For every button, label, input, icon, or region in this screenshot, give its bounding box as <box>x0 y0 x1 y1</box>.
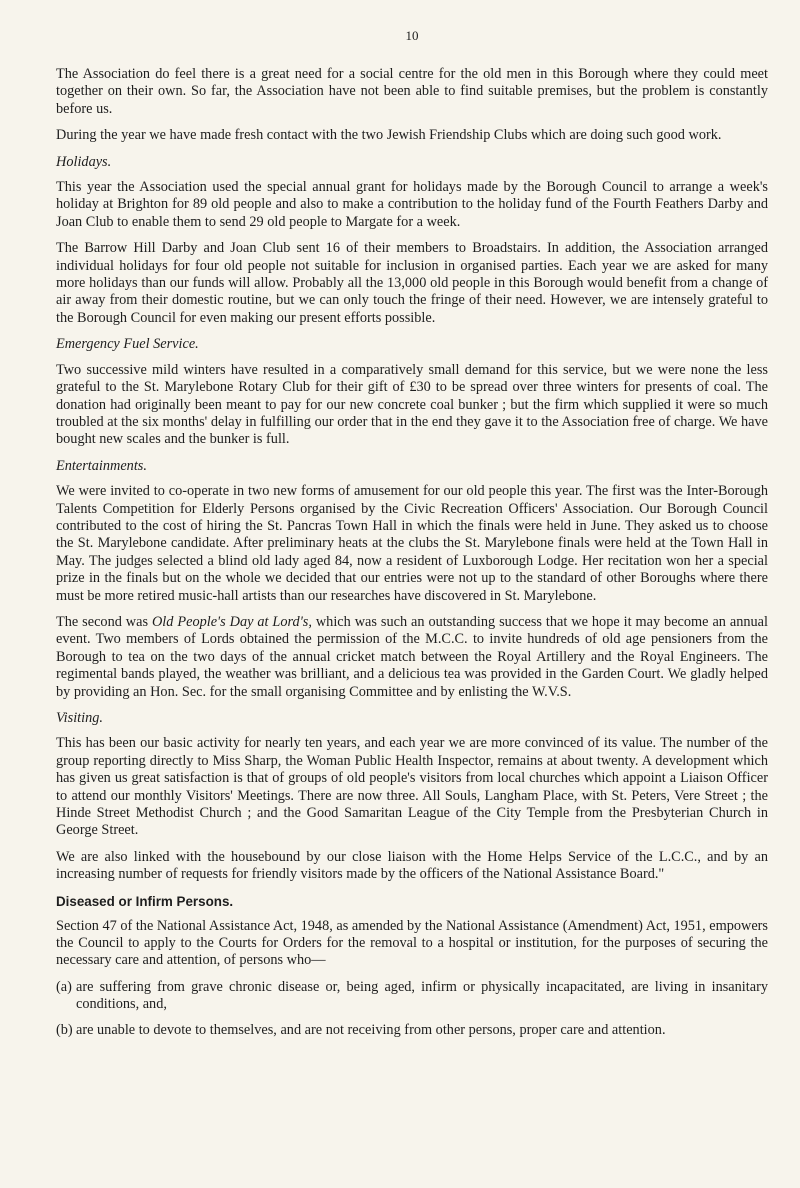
paragraph-section-47: Section 47 of the National Assistance Act, 1948, as amended by the National Assistance (Amendment) Act, 1951, empowers the Council to apply to the Courts for Orders for the removal to a hospital or institution, for the purposes of securing the necessary care and attention, of persons who— <box>56 917 768 969</box>
section-heading-holidays: Holidays. <box>56 153 112 170</box>
text-run: The second was <box>56 613 152 630</box>
list-item-a <box>56 979 768 1014</box>
paragraph-entertainments-2 <box>56 614 768 701</box>
text-run: which was such an outstanding success that we hope it may become an annual event. Two members of Lords obtained the permission of the M.C.C. to invite hundreds of old age pensioners from the Borough to tea on the two days of the annual cricket match between the Royal Artillery and the Royal Engineers. The regimental bands played, the weather was brilliant, and a delicious tea was provided in the Garden Court. We gladly helped by providing an Hon. Sec. for the small organising Committee and by enlisting the W.V.S. <box>56 613 768 700</box>
italic-title-lords: Old People's Day at Lord's, <box>151 613 312 630</box>
section-heading-visiting: Visiting. <box>56 710 103 726</box>
paragraph-holidays-1: This year the Association used the special annual grant for holidays made by the Borough Council to arrange a week's holiday at Brighton for 89 old people and also to make a contribution to the holiday fund of the Fourth Feathers Darby and Joan Club to enable them to send 29 old people to Margate for a week. <box>56 179 768 230</box>
paragraph-visiting-1: This has been our basic activity for nearly ten years, and each year we are more convinced of its value. The number of the group reporting directly to Miss Sharp, the Woman Public Health Inspector, remains at about twenty. A development which has given us great satisfaction is that of groups of old people's visitors from local churches which appoint a Liaison Officer to attend our monthly Visitors' Meetings. There are now three. All Souls, Langham Place, with St. Peters, Vere Street ; the Hinde Street Methodist Church ; and the Good Samaritan League of the City Temple from the Presbyterian Church in George Street. <box>56 735 768 839</box>
paragraph-friendship-clubs: During the year we have made fresh contact with the two Jewish Friendship Clubs which are doing such good work. <box>56 127 722 144</box>
section-heading-entertainments: Entertainments. <box>56 457 147 474</box>
paragraph-entertainments-1: We were invited to co-operate in two new forms of amusement for our old people this year. The first was the Inter-Borough Talents Competition for Elderly Persons organised by the Civic Recreation Officers' Association. Our Borough Council contributed to the cost of hiring the St. Pancras Town Hall in which the finals were held in June. They asked us to choose the St. Marylebone candidate. After preliminary heats at the clubs the St. Marylebone finals were held at the Town Hall in May. The judges selected a blind old lady aged 84, now a resident of Luxborough Lodge. Her recitation won her a special prize in the finals but on the whole we decided that our entries were not up to the standard of other Boroughs where there must be more retired music-hall artists than our researches have discovered in St. Marylebone. <box>56 483 768 604</box>
paragraph-visiting-2: We are also linked with the housebound by our close liaison with the Home Helps Service of the L.C.C., and by an increasing number of requests for friendly visitors made by the officers of the National Assistance Board." <box>56 848 768 883</box>
list-marker: (a) <box>56 978 72 995</box>
list-item-b <box>56 1022 768 1039</box>
section-heading-diseased: Diseased or Infirm Persons. <box>56 893 234 909</box>
paragraph-holidays-2: The Barrow Hill Darby and Joan Club sent 16 of their members to Broadstairs. In addition, the Association arranged individual holidays for four old people not suitable for inclusion in organised parties. Each year we are asked for many more holidays than our funds will allow. Probably all the 13,000 old people in this Borough would benefit from a change of air away from their domestic routine, but we can only touch the fringe of their need. However, we are intensely grateful to the Borough Council for even making our present efforts possible. <box>56 240 768 326</box>
paragraph-fuel: Two successive mild winters have resulted in a comparatively small demand for this service, but we were none the less grateful to the St. Marylebone Rotary Club for their gift of £30 to be spread over three winters for presents of coal. The donation had originally been meant to pay for our new concrete coal bunker ; but the firm which supplied it were so much troubled at the six months' delay in fulfilling our order that in the end they gave it to the Association free of charge. We have bought new scales and the bunker is full. <box>56 361 768 448</box>
page-number: 10 <box>405 28 419 43</box>
list-text: are suffering from grave chronic disease or, being aged, infirm or physically incapacitated, are living in insanitary conditions, and, <box>76 978 768 1013</box>
section-heading-fuel: Emergency Fuel Service. <box>56 336 199 353</box>
list-text: are unable to devote to themselves, and are not receiving from other persons, proper care and attention. <box>76 1021 666 1038</box>
paragraph-social-centre: The Association do feel there is a great need for a social centre for the old men in this Borough where they could meet together on their own. So far, the Association have not been able to find suitable premises, but the problem is constantly before us. <box>56 66 768 117</box>
list-marker: (b) <box>56 1021 73 1038</box>
